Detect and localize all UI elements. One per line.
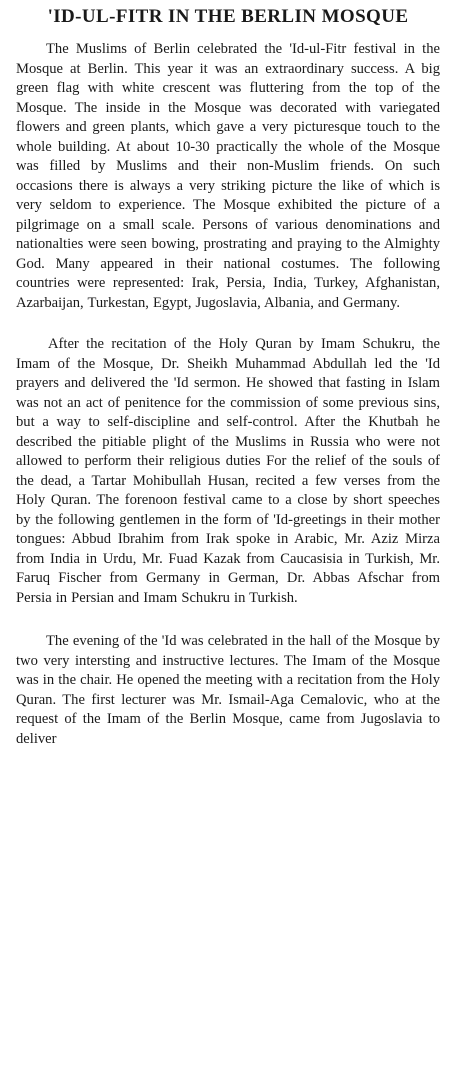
article-paragraph-1: The Muslims of Berlin celebrated the 'Id-ul-Fitr festival in the Mosque at Berlin. This year it was an extraordinary success. A big green flag with white crescent was fluttering from the top of the Mosque. The inside in the Mosque was decorated with variegated flowers and green plants, which gave a very picturesque touch to the whole building. At about 10-30 practically the whole of the Mosque was filled by Muslims and their non-Muslim friends. On such occasions there is always a very striking picture the like of which is very seldom to experience. The Mosque exhibited the picture of a pilgrimage on a small scale. Persons of various denominations and nationalties were seen bowing, prostrating and praying to the Almighty God. Many appeared in their national costumes. The following countries were represented: Irak, Persia, India, Turkey, Afghanistan, Azarbaijan, Turkestan, Egypt, Jugoslavia, Albania, and Germany. <box>16 41 440 311</box>
article <box>16 6 440 749</box>
article-title: 'ID-UL-FITR IN THE BERLIN MOSQUE <box>47 6 409 27</box>
article-paragraph-2: After the recitation of the Holy Quran by Imam Schukru, the Imam of the Mosque, Dr. Sheikh Muhammad Abdullah led the 'Id prayers and delivered the 'Id sermon. He showed that fasting in Islam was not an act of penitence for the commission of some previous sins, but a way to self-discipline and self-control. After the Khutbah he described the pitiable plight of the Muslims in Russia who were not allowed to perform their religious duties For the relief of the souls of the dead, a Tartar Mohibullah Husan, recited a few verses from the Holy Quran. The forenoon festival came to a close by short speeches by the following gentlemen in the form of 'Id-greetings in their mother tongues: Abbud Ibrahim from Irak spoke in Arabic, Mr. Aziz Mirza from India in Urdu, Mr. Fuad Kazak from Caucasisia in Turkish, Mr. Faruq Fischer from Germany in German, Dr. Abbas Afschar from Persia in Persian and Imam Schukru in Turkish. <box>16 336 440 606</box>
article-paragraph-3: The evening of the 'Id was celebrated in the hall of the Mosque by two very intersting and instructive lectures. The Imam of the Mosque was in the chair. He opened the meeting with a recitation from the Holy Quran. The first lecturer was Mr. Ismail-Aga Cemalovic, who at the request of the Imam of the Berlin Mosque, came from Jugoslavia to deliver <box>16 633 440 747</box>
